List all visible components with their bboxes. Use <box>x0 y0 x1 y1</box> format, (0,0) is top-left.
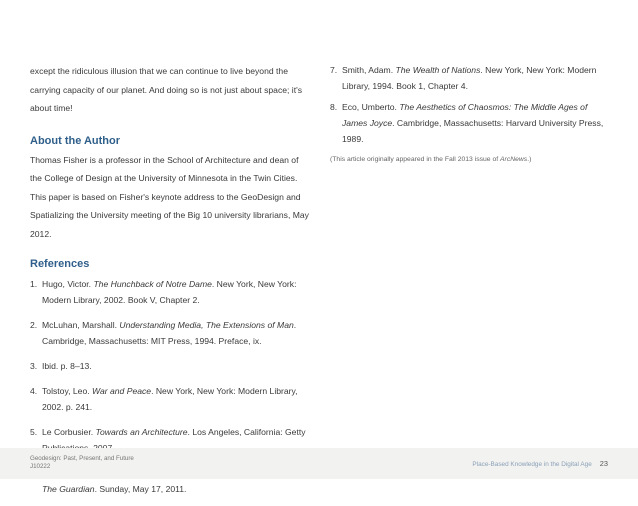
note-end: .) <box>527 156 532 163</box>
author-bio: Thomas Fisher is a professor in the School of Architecture and dean of the College of Design at the University of Minnesota in the Twin Cities. This paper is based on Fisher's keynote address to the GeoDesign and Spatializing the University meeting of the Big 10 university librarians, May 2012. <box>30 154 309 239</box>
reference-title: The Aesthetics of Chaosmos: The Middle Ages of James Joyce <box>342 102 588 128</box>
reference-number: 1. <box>30 279 38 289</box>
reference-title: Towards an Architecture <box>95 427 188 437</box>
reference-number: 5. <box>30 427 38 437</box>
reference-text: Le Corbusier. <box>42 427 96 437</box>
left-column <box>30 62 312 506</box>
intro-paragraph: except the ridiculous illusion that we can continue to live beyond the carrying capacity of our planet. And doing so is not just about space; it's about time! <box>30 66 303 113</box>
reference-details: . New York, New York: Modern Library, 1994. Book 1, Chapter 4. <box>342 65 597 91</box>
reference-details: . Los Angeles, California: Getty <box>187 427 306 437</box>
reference-item <box>30 383 312 415</box>
footer-document-code: J10222 <box>30 463 51 470</box>
right-column <box>330 62 612 166</box>
reference-details: . Sunday, May 17, 2011. <box>94 484 187 494</box>
reference-details: . Cambridge, Massachusetts: MIT Press, 1994. Preface, ix. <box>42 320 297 346</box>
reference-number: 2. <box>30 320 38 330</box>
reference-text: Ibid. p. 8–13. <box>42 361 92 371</box>
reference-details: . New York, New York: Modern Library, 2002. p. 241. <box>42 386 298 412</box>
note-publication-title: ArcNews <box>500 156 528 163</box>
footer-document-title: Geodesign: Past, Present, and Future <box>30 455 134 462</box>
reference-text: Hugo, Victor. <box>42 279 94 289</box>
footer-left <box>30 455 134 471</box>
reference-title: War and Peace <box>92 386 152 396</box>
note-text: (This article originally appeared in the Fall 2013 issue of <box>330 156 501 163</box>
reference-number: 8. <box>330 102 338 112</box>
about-author-heading: About the Author <box>30 134 121 147</box>
reference-item <box>330 62 612 94</box>
reference-number: 7. <box>330 65 338 75</box>
reference-item <box>30 358 312 374</box>
reference-number: 3. <box>30 361 38 371</box>
reference-item <box>30 276 312 308</box>
reference-text: Smith, Adam. <box>342 65 396 75</box>
reference-title: Understanding Media, The Extensions of Man <box>119 320 294 330</box>
reference-item <box>30 317 312 349</box>
reference-details: . New York, New York: Modern Library, 2002. Book V, Chapter 2. <box>42 279 297 305</box>
footer-right <box>472 459 608 468</box>
footer-section-title: Place-Based Knowledge in the Digital Age <box>472 461 592 468</box>
reference-text: Eco, Umberto. <box>342 102 400 112</box>
page-number: 23 <box>599 459 608 468</box>
reference-number: 4. <box>30 386 38 396</box>
references-list-continued <box>330 62 612 147</box>
reference-text: McLuhan, Marshall. <box>42 320 120 330</box>
reference-item <box>330 99 612 147</box>
references-heading: References <box>30 258 90 270</box>
publication-note <box>330 154 612 166</box>
reference-title: The Wealth of Nations <box>395 65 481 75</box>
page-footer <box>0 448 638 479</box>
reference-details: . Cambridge, Massachusetts: Harvard University Press, 1989. <box>342 118 604 144</box>
reference-title: The Hunchback of Notre Dame <box>93 279 212 289</box>
reference-title: The Guardian <box>42 484 95 494</box>
reference-text: Tolstoy, Leo. <box>42 386 92 396</box>
